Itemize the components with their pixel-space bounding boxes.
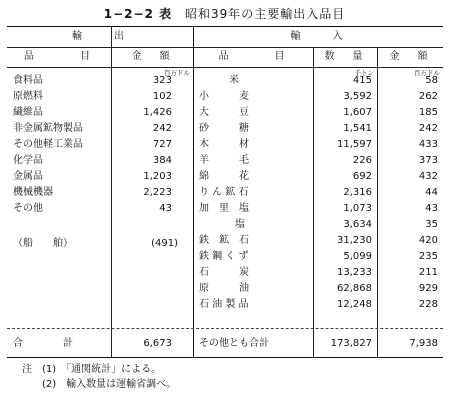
import-item: 羊 毛 [199, 155, 249, 166]
import-item: 原 油 [199, 283, 249, 294]
export-amount: 1,203 [143, 171, 172, 182]
header-bottom-rule [7, 67, 443, 68]
export-amount-unit: 百万ドル [164, 69, 190, 77]
import-item: 米 [229, 75, 239, 86]
import-quantity: 1,607 [343, 107, 372, 118]
import-item: 鉄 鉱 石 [199, 235, 249, 246]
export-amount: (491) [151, 238, 178, 249]
import-amount: 373 [418, 155, 438, 166]
import-quantity: 3,634 [343, 219, 372, 230]
import-item: 大 豆 [199, 107, 249, 118]
import-amount: 242 [418, 123, 438, 134]
import-quantity: 3,592 [343, 91, 372, 102]
total-divider [7, 328, 443, 329]
import-amount: 432 [418, 171, 438, 182]
export-item: 機械機器 [13, 187, 53, 198]
export-item-header: 品 目 [24, 51, 94, 62]
export-total-amount: 6,673 [143, 338, 172, 349]
import-item: 木 材 [199, 139, 249, 150]
import-amount: 211 [418, 267, 438, 278]
import-amount: 433 [418, 139, 438, 150]
export-item: その他 [13, 203, 43, 214]
import-amount: 929 [418, 283, 438, 294]
export-total-label: 合 計 [13, 338, 73, 349]
import-amount: 235 [418, 251, 438, 262]
import-amount-header: 金 額 [389, 51, 432, 62]
export-header: 輸 出 [72, 31, 128, 42]
import-quantity: 226 [352, 155, 372, 166]
import-item-header: 品 目 [218, 51, 289, 62]
export-amount: 384 [152, 155, 172, 166]
export-amount: 727 [152, 139, 172, 150]
export-item: 食料品 [13, 75, 43, 86]
import-amount: 43 [425, 203, 438, 214]
import-amount: 262 [418, 91, 438, 102]
import-quantity: 31,230 [337, 235, 372, 246]
import-amount: 228 [418, 299, 438, 310]
import-quantity: 5,099 [343, 251, 372, 262]
export-amount: 102 [152, 91, 172, 102]
import-quantity: 1,541 [343, 123, 372, 134]
import-item: 石 油 製 品 [199, 299, 249, 310]
export-item: 繊維品 [13, 107, 43, 118]
export-item: 金属品 [13, 171, 43, 182]
export-amount-header: 金 額 [131, 51, 174, 62]
import-quantity-unit: 千トン [354, 69, 374, 77]
import-quantity: 11,597 [337, 139, 372, 150]
import-item: 綿 花 [199, 171, 249, 182]
import-amount-unit: 百万ドル [414, 69, 440, 77]
import-quantity: 62,868 [337, 283, 372, 294]
import-item: 塩 [235, 219, 245, 230]
import-item: 石 炭 [199, 267, 249, 278]
section-divider [193, 27, 194, 357]
export-amount: 323 [152, 75, 172, 86]
import-total-amount: 7,938 [409, 338, 438, 349]
export-amount: 43 [159, 203, 172, 214]
import-item: 加 里 塩 [199, 203, 249, 214]
import-quantity-header: 数 量 [324, 51, 367, 62]
export-amount: 2,223 [143, 187, 172, 198]
export-amount: 1,426 [143, 107, 172, 118]
table-notes [22, 362, 176, 392]
import-total-label: その他とも合計 [199, 338, 269, 349]
import-quantity: 2,316 [343, 187, 372, 198]
import-item: 鉄 鋼 く ず [199, 251, 249, 262]
import-quantity: 12,248 [337, 299, 372, 310]
header-divider [7, 47, 443, 48]
export-item: 非金属鉱物製品 [13, 123, 83, 134]
import-item: 砂 糖 [199, 123, 249, 134]
export-amount: 242 [152, 123, 172, 134]
export-item: 原燃料 [13, 91, 43, 102]
import-item: り ん 鉱 石 [199, 187, 249, 198]
table-title [0, 5, 449, 22]
export-item: （船 舶） [13, 238, 73, 249]
import-amount: 58 [425, 75, 438, 86]
note-2: (2) 輸入数量は運輸省調べ。 [22, 379, 177, 390]
import-amount: 35 [425, 219, 438, 230]
table-title-text: 昭和39年の主要輸出入品目 [184, 7, 346, 21]
import-header: 輸 入 [290, 31, 347, 42]
import-quantity: 13,233 [337, 267, 372, 278]
import-amount: 185 [418, 107, 438, 118]
import-total-quantity: 173,827 [330, 338, 372, 349]
trade-table [7, 26, 443, 358]
export-item: その他軽工業品 [13, 139, 83, 150]
table-number: 1−2−2 表 [103, 7, 173, 21]
import-quantity: 692 [352, 171, 372, 182]
import-amount: 44 [425, 187, 438, 198]
import-quantity: 415 [352, 75, 372, 86]
note-1: 注 (1) 「通関統計」による。 [22, 364, 162, 375]
import-quantity: 1,073 [343, 203, 372, 214]
export-item: 化学品 [13, 155, 43, 166]
import-item: 小 麦 [199, 91, 249, 102]
import-amount: 420 [418, 235, 438, 246]
